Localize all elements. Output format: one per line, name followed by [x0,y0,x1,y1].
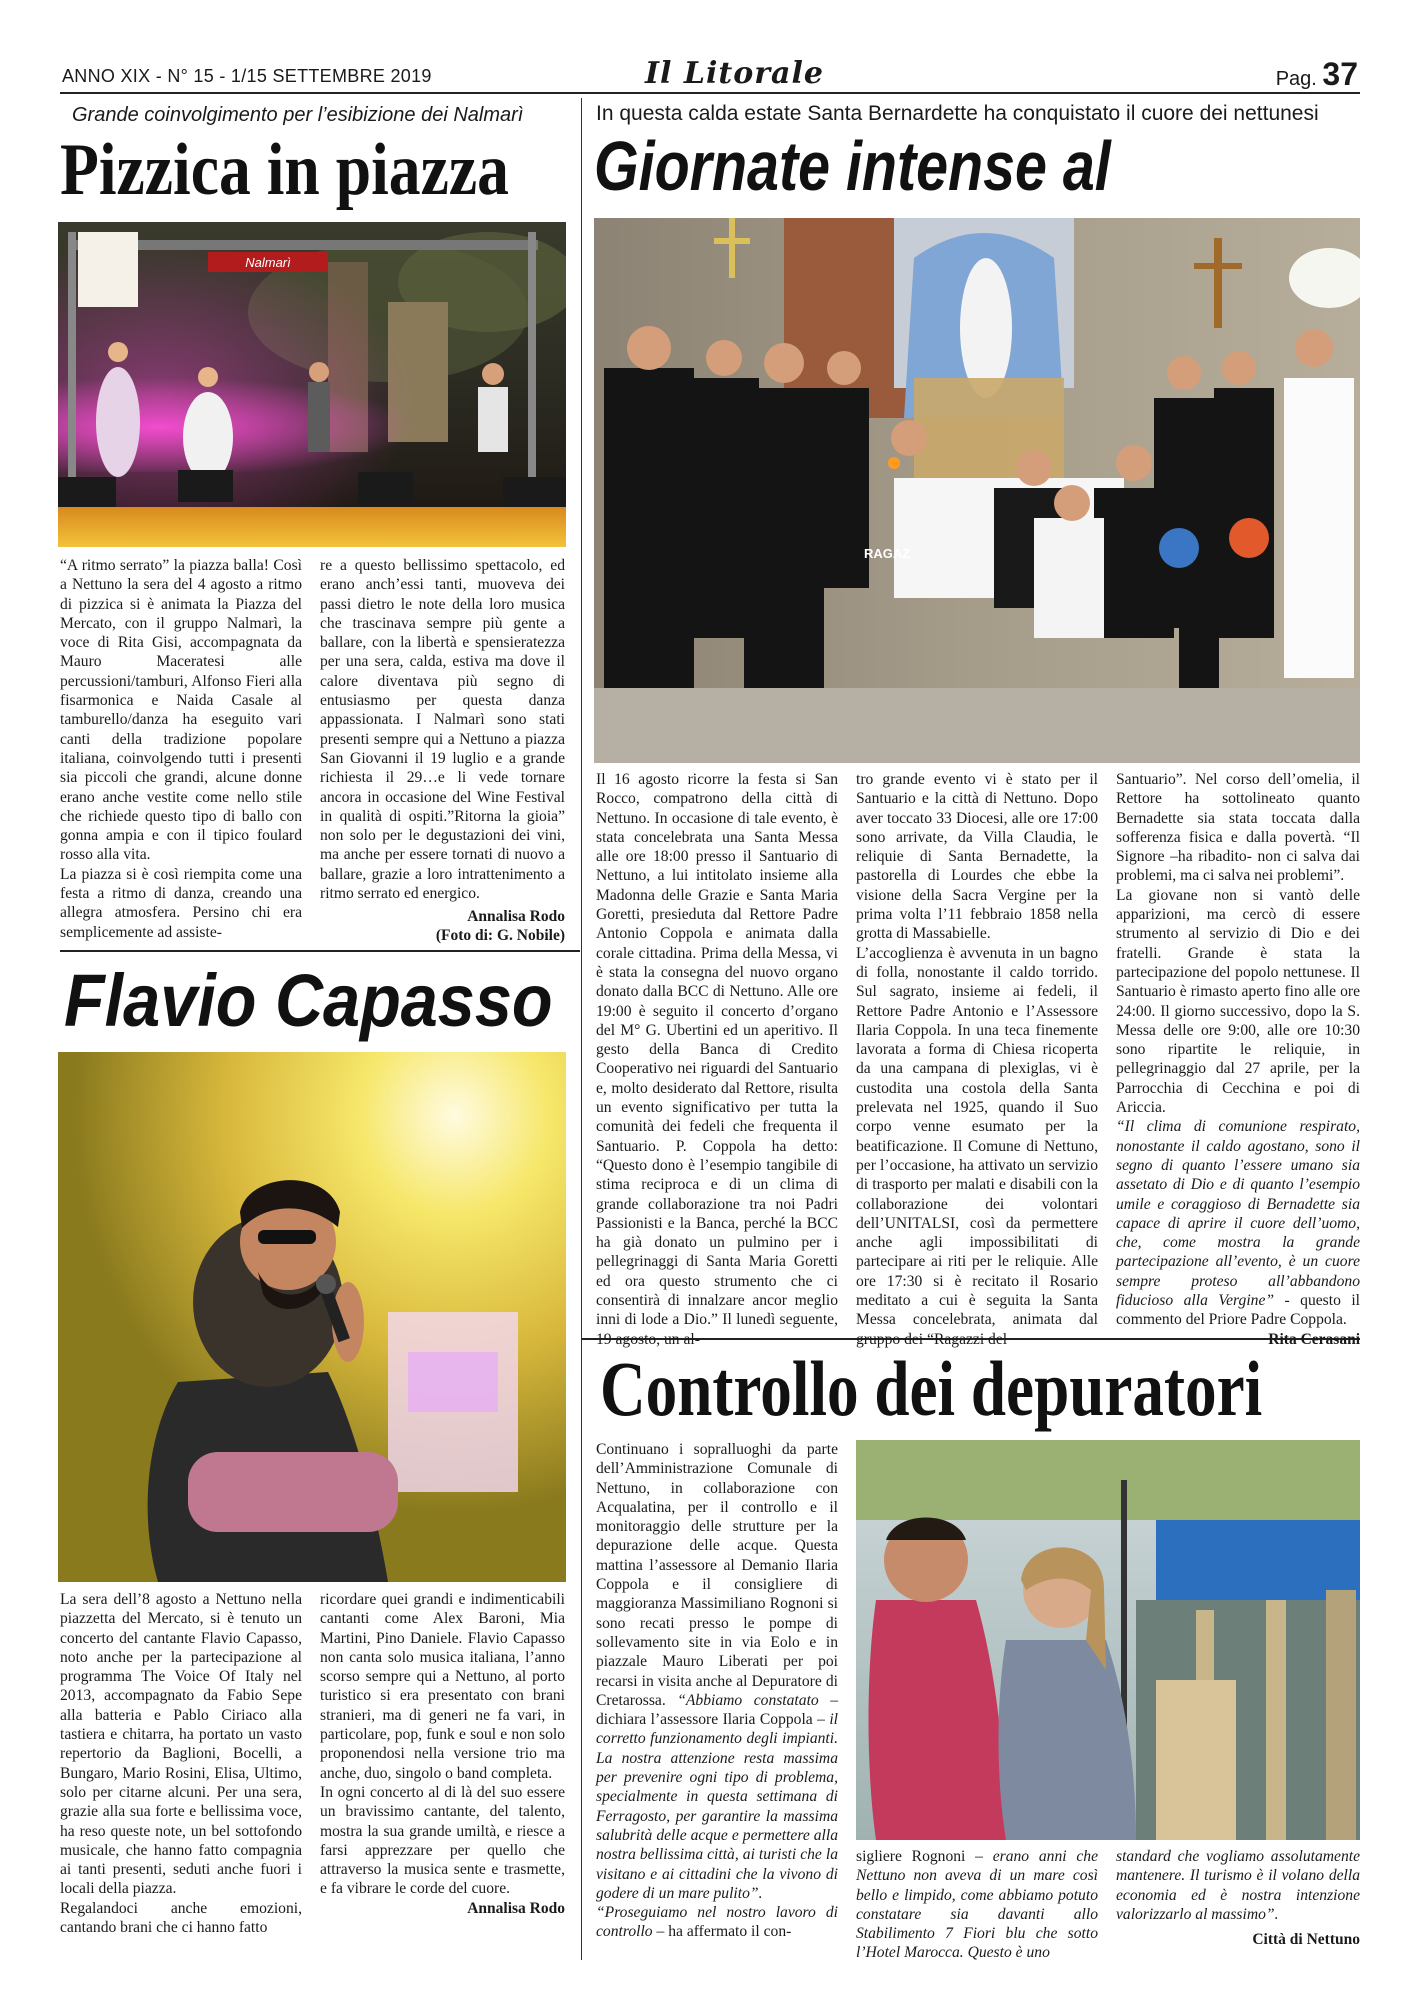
capasso-paragraph-1: La sera dell’8 agosto a Nettuno nella piazzetta del Mercato, si è tenuto un concerto del cantante Flavio Capasso, noto anche per la partecipazione al programma The Voice Of Italy nel 2013, accompagnato da Fabio Sepe alla batteria e Pablo Ciriaco alla tastiera e chitarra, ha portato un vasto repertorio da Baglioni, Bocelli, a Bungaro, Mario Rosini, Elisa, Ultimo, solo per citarne alcuni. Per una sera, grazie alla sua forte e bellissima voce, ha reso queste note, un bel sottofondo musicale, che hanno fatto compagnia ai tanti presenti, seduti anche fuori i locali della piazza. [60,1591,302,1898]
depuratori-column-1 [596,1440,838,1942]
capasso-paragraph-4: In ogni concerto al di là del suo essere un bravissimo cantante, del talento, mostra la sua grande umiltà, e riesce a farsi apprezzare per quello che attraverso la musica sente e trasmette, e fa vibrare le corde del cuore. [320,1783,565,1898]
pizzica-column-1 [60,556,302,942]
depuratori-text-2: dichiara l’assessore Ilaria Coppola – [596,1711,830,1729]
header-rule [60,92,1360,94]
stage-banner-text: Nalmarì [245,255,291,270]
column-divider-bottom [581,1340,582,1960]
pizzica-paragraph-2: La piazza si è così riempita come una festa a ritmo di danza, creando una allegra atmosfera. Persino chi era semplicemente ad assiste- [60,865,302,941]
santuario-column-1 [596,770,838,1349]
depuratori-text-3: – ha affermato il con- [652,1923,792,1941]
page-label: Pag. [1275,68,1317,90]
santuario-kicker: In questa calda estate Santa Bernardette ha conquistato il cuore dei nettunesi [596,102,1319,125]
santuario-quote-tail: - questo il commento del Priore Padre Coppola. [1116,1292,1360,1329]
pizzica-kicker: Grande coinvolgimento per l’esibizione dei Nalmarì [72,104,524,126]
santuario-photo [594,218,1360,763]
pizzica-paragraph-1: “A ritmo serrato” la piazza balla! Così a Nettuno la sera del 4 agosto a ritmo di pizzica si è animata la Piazza del Mercato, con il gruppo Nalmarì, la voce di Rita Gisi, accompagnata da Mauro Maceratesi alle percussioni/tamburi, Alfonso Fieri alla fisarmonica e Naida Casale al tamburello/danza ha eseguito vari canti della tradizione popolare italiana, coinvolgendo tutti i presenti sia piccoli che grandi, alcune donne erano anche vestite come nello stile che richiede questo tipo di ballo con gonna ampia e con il tipico foulard rosso alla vita. [60,557,302,864]
depuratori-paragraph-4 [1116,1847,1360,1924]
santuario-column-2 [856,770,1098,1349]
capasso-title: Flavio Capasso [64,959,553,1042]
page-number [1276,56,1358,93]
depuratori-title: Controllo dei depuratori [600,1345,1263,1432]
capasso-paragraph-3: ricordare quei grandi e indimenticabili cantanti come Alex Baroni, Mia Martini, Pino Daniele. Flavio Capasso non canta solo musica italiana, l’anno scorso sempre qui a Nettuno, al porto turistico si era presentato con brani stranieri, ma di generi ne fa vari, in particolare, pop, funk e soul e non solo proponendosi nella versione trio ma anche, duo, singolo o band completa. [320,1591,565,1782]
depuratori-quote-4: erano anni che Nettuno non aveva di un mare così bello e limpido, come abbiamo potuto constatare sia davanti allo Stabilimento 7 Fiori blu che sotto l’Hotel Marocca. Questo è uno [856,1848,1098,1962]
depuratori-column-3 [1116,1847,1360,1949]
santuario-paragraph-1: Il 16 agosto ricorre la festa si San Rocco, compatrono della città di Nettuno. In occasione di tale evento, è stata concelebrata una Santa Messa alle ore 18:00 presso il Santuario di Nettuno, a lui intitolato insieme alla Madonna delle Grazie e Santa Maria Goretti, presieduta dal Rettore Padre Antonio Coppola e animata dalla corale cittadina. Prima della Messa, vi è stata la consegna del nuovo organo donato dalla BCC di Nettuno. Alle ore 19:00 è seguito il concerto d’organo del M° G. Ubertini ed un aperitivo. Il gesto della Banca di Credito Cooperativo nei riguardi del Santuario e, molto desiderato dal Rettore, risulta un evento significativo per tutta la comunità dei fedeli che frequenta il Santuario. P. Coppola ha detto: “Questo dono è l’esempio tangibile di stima reciproca e di un clima di grande collaborazione tra noi Padri Passionisti e la Banca, perché la BCC ha già donato un pulmino per i pellegrinaggi di Santa Maria Goretti ed ora questo strumento che ci consentirà di innalzare ancor meglio inni di lode a Dio.” Il lunedì seguente, 19 agosto, un al- [596,771,838,1348]
capasso-column-2 [320,1590,565,1918]
pizzica-paragraph-3: re a questo bellissimo spettacolo, ed erano anch’essi tanti, muoveva dei passi dietro le note della loro musica che trascinava sempre più gente a ballare, con la libertà e spensieratezza per una sera, calda, estiva ma dove il calore diventava più segno di entusiasmo per questa danza appassionata. I Nalmarì sono stati presenti sempre qui a Nettuno a piazza San Giovanni il 19 luglio e a grande richiesta il 29…e li vede tornare ancora in occasione del Wine Festival in qualità di ospiti.”Ritorna la gioia” non solo per le degustazioni dei vini, ma anche per essere tornati di nuovo a ballare, grazie a loro intrattenimento a ritmo serrato ed energico. [320,557,565,903]
depuratori-quote-5: standard che vogliamo assolutamente mantenere. Il turismo è il volano della economia ed è nostra intenzione valorizzarlo al massimo”. [1116,1848,1360,1923]
depuratori-column-2 [856,1847,1098,1963]
santuario-quote: “Il clima di comunione respirato, nonostante il caldo agostano, sono il segno di quanto l’essere umano sia assetato di Dio e di quanto l’esempio umile e coraggioso di Bernadette sia capace di aprire il cuore dell’uomo, che, come mostra la grande partecipazione all’evento, è un cuore sempre proteso all’abbandono fiducioso alla Vergine” [1116,1118,1360,1310]
issue-line: ANNO XIX - N° 15 - 1/15 SETTEMBRE 2019 [62,66,432,86]
santuario-title: Giornate intense al [594,127,1111,205]
pizzica-photo [58,222,566,547]
page-number-value: 37 [1322,56,1358,92]
depuratori-quote-2: il corretto funzionamento degli impianti. La nostra attenzione resta massima per prevenire ogni tipo di problema, specialmente in questa settimana di Ferragosto, per garantire la massima salubrità delle acque e permettere alla nostra bellissima città, ai turisti che la visitano e ai cittadini che la vivono di godere di un mare pulito”. [596,1711,838,1902]
capasso-author: Annalisa Rodo [467,1899,565,1917]
santuario-paragraph-2: tro grande evento vi è stato per il Santuario e la città di Nettuno. Dopo aver toccato 33 Diocesi, alle ore 17:00 sono arrivate, da Villa Claudia, le reliquie di Santa Bernadette, la pastorella di Lourdes che ebbe la visione della Sacra Vergine per la prima volta l’11 febbraio 1858 nella grotta di Massabielle. [856,771,1098,943]
section-rule-left [60,950,580,952]
capasso-photo [58,1052,566,1582]
depuratori-paragraph-1 [596,1440,838,1903]
santuario-author: Rita Cerasani [1268,1330,1360,1348]
pizzica-author: Annalisa Rodo [467,908,565,926]
depuratori-text-4: sigliere Rognoni – [856,1848,993,1865]
capasso-paragraph-2: Regalandoci anche emozioni, cantando brani che ci hanno fatto [60,1899,302,1937]
santuario-paragraph-4: Santuario”. Nel corso dell’omelia, il Rettore ha sottolineato quanto Bernadette sia stata toccata dalla sofferenza fisica e dalla povertà. “Il Signore –ha ribadito- non ci salva dai problemi, ma ci salva nei problemi”. [1116,771,1360,885]
depuratori-quote-3: “Proseguiamo nel nostro lavoro di controllo [596,1904,838,1941]
depuratori-text-1: Continuano i sopralluoghi da parte dell’Amministrazione Comunale di Nettuno, in collaborazione con Acqualatina, per il controllo e il monitoraggio delle strutture per la depurazione delle acque. Questa mattina l’assessore al Demanio Ilaria Coppola e il consigliere di maggioranza Massimiliano Rognoni si sono recati presso le pompe di sollevamento site in via Eolo e in piazzale Mauro Liberati per poi recarsi in visita anche al Depuratore di Cretarossa. [596,1441,838,1709]
depuratori-author: Città di Nettuno [1252,1931,1360,1949]
santuario-column-3 [1116,770,1360,1349]
pizzica-column-2 [320,556,565,945]
masthead: Il Litorale [645,56,824,91]
depuratori-photo [856,1440,1360,1840]
santuario-paragraph-6 [1116,1117,1360,1329]
capasso-column-1 [60,1590,302,1937]
depuratori-quote-1: “Abbiamo constatato – [677,1691,838,1709]
pizzica-photo-credit: (Foto di: G. Nobile) [435,927,565,945]
santuario-paragraph-5: La giovane non si vantò delle apparizioni, ma cercò di essere strumento al servizio di Dio e dei fratelli. Grande è stata la partecipazione del popolo nettunese. Il Santuario è rimasto aperto fino alle ore 24:00. Il giorno successivo, dopo la S. Messa delle ore 9:00, alle ore 10:30 sono ripartite le reliquie, in pellegrinaggio dal 27 aprile, per la Parrocchia di Cecchina e poi di Ariccia. [1116,886,1360,1117]
santuario-shirt-text: RAGAZ [864,546,911,561]
depuratori-paragraph-3 [856,1847,1098,1963]
pizzica-title: Pizzica in piazza [60,129,509,211]
column-divider-top [581,98,582,1340]
depuratori-paragraph-2 [596,1903,838,1942]
santuario-paragraph-3: L’accoglienza è avvenuta in un bagno di folla, nonostante il caldo torrido. Sul sagrato, insieme ai fedeli, il Rettore Padre Antonio e l’Assessore Ilaria Coppola. In una teca finemente lavorata a forma di Chiesa ricoperta da una campana di plexiglas, vi è custodita una costola della Santa prelevata nel 1925, quando il Suo corpo venne esumato per la beatificazione. Il Comune di Nettuno, per l’occasione, ha attivato un servizio di trasporto per malati e disabili con la collaborazione dei volontari dell’UNITALSI, così da permettere anche agli impossibilitati di partecipare ai riti per le reliquie. Alle ore 17:30 si è recitato il Rosario meditato a cui è seguita la Santa Messa concelebrata, animata dal gruppo dei “Ragazzi del [856,944,1098,1348]
